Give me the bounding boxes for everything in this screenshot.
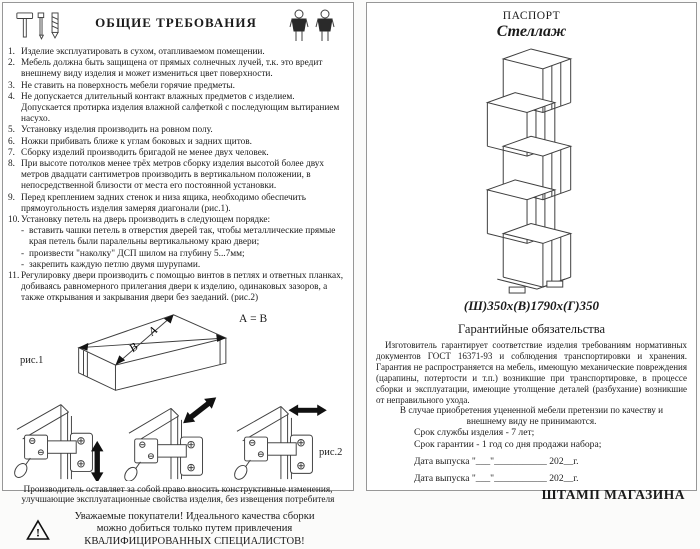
- discount-note: В случае приобретения уцененной мебели претензии по качеству и внешнему виду не принимаются.: [399, 405, 664, 427]
- product-name: Стеллаж: [496, 23, 567, 40]
- requirement-item: [8, 103, 350, 125]
- shop-stamp-label: ШТАМП МАГАЗИНА: [541, 487, 685, 503]
- item-marker: 8.: [8, 159, 15, 170]
- item-text: закрепить каждую петлю двумя шурупами.: [29, 259, 201, 270]
- warning-text: Уважаемые покупатели! Идеального качества сборки можно добиться только путем привлечения КВАЛИФИЦИРОВАННЫХ СПЕЦИАЛИСТОВ!: [74, 510, 315, 548]
- requirement-item: [8, 58, 350, 80]
- svg-text:!: !: [35, 525, 40, 540]
- item-marker: 10.: [8, 215, 20, 226]
- item-marker: 2.: [8, 58, 15, 69]
- item-text: Допускается протирка изделия влажной салфеткой с последующим вытиранием насухо.: [21, 103, 340, 125]
- diagonal-b-label: В: [126, 339, 141, 355]
- requirement-item: [8, 81, 350, 92]
- requirement-item: [8, 148, 350, 159]
- product-dimensions: (Ш)350х(В)1790х(Г)350: [463, 298, 600, 313]
- requirement-item: [8, 159, 350, 193]
- left-panel-title: ОБЩИЕ ТРЕБОВАНИЯ: [95, 15, 257, 30]
- item-marker: 3.: [8, 80, 15, 91]
- tools-icon: [15, 9, 65, 41]
- item-text: Установку изделия производить на ровном полу.: [21, 125, 213, 136]
- item-text: Регулировку двери производить с помощью винтов в петлях и ответных планках, добиваясь равномерного прилегания двери к изделию, одинаковых зазоров, а также открывания и закрывания двери без заеданий. (рис.2): [21, 271, 344, 304]
- hinge-figure-diagonal: [121, 395, 221, 481]
- requirement-item: [8, 47, 350, 58]
- item-text: При высоте потолков менее трёх метров сборку изделия высотой более двух метров двадцати сантиметров производить в вертикальном положении, в непосредственной близости от места его постоянной установки.: [21, 159, 325, 192]
- item-marker: -: [21, 259, 25, 270]
- item-marker: 4.: [8, 91, 15, 102]
- requirement-item: [8, 137, 350, 148]
- diagonal-equation: А = В: [239, 312, 268, 325]
- requirements-list: [3, 45, 353, 305]
- item-marker: 6.: [8, 136, 15, 147]
- passport-title: ПАСПОРТ: [502, 10, 561, 22]
- item-marker: 1.: [8, 47, 15, 57]
- warranty-text: Изготовитель гарантирует соответствие изделия требованиям нормативных документов ГОСТ 16371-93 и соблюдения транспортировки и хранения. Гарантия не распространяется на мебель, имеющую механические повреждения (царапины, потертости и т.п.) возникшие при транспортировке, в процессе сборки и эксплуатации, имеющие утолщение деталей (разбухание) возникшие от неправильного ухода.: [376, 340, 687, 405]
- item-text: Изделие эксплуатировать в сухом, отапливаемом помещении.: [21, 47, 265, 57]
- item-text: Ножки прибивать ближе к углам боковых и задних щитов.: [21, 136, 252, 147]
- item-text: Мебель должна быть защищена от прямых солнечных лучей, т.к. это вредит внешнему виду изделия и может измениться цвет поверхности.: [21, 58, 323, 80]
- passport-panel: [366, 2, 697, 503]
- shelf-unit-figure: [457, 45, 607, 295]
- figure-1-label: рис.1: [20, 354, 44, 366]
- warning-triangle-icon: [26, 519, 50, 541]
- assembly-box-figure: [55, 307, 235, 399]
- warranty-period-line: Срок гарантии - 1 год со дня продажи набора;: [414, 438, 602, 450]
- requirement-item: [21, 249, 350, 260]
- requirement-item: [21, 226, 350, 248]
- warranty-title: Гарантийные обязательства: [457, 322, 605, 336]
- figures-block: [3, 307, 353, 483]
- item-marker: -: [21, 226, 25, 237]
- requirement-item: [8, 215, 350, 226]
- assembly-warning: [3, 511, 353, 549]
- item-text: Установку петель на дверь производить в следующем порядке:: [21, 215, 271, 226]
- left-panel-header: [3, 3, 353, 45]
- figure-2-label: рис.2: [319, 446, 343, 458]
- issue-date-line-2: Дата выпуска "___"___________ 202__г.: [414, 473, 579, 485]
- item-text: Не ставить на поверхность мебели горячие предметы.: [21, 80, 235, 91]
- hinge-figure-horizontal: [229, 395, 329, 481]
- requirement-item: [8, 92, 350, 103]
- item-text: Перед креплением задних стенок и низа ящика, необходимо обеспечить прямоугольность изделия замеряя диагонали (рис.1).: [21, 192, 306, 214]
- item-marker: [8, 103, 21, 125]
- item-marker: -: [21, 248, 25, 259]
- item-marker: 11.: [8, 271, 20, 282]
- item-text: произвести "наколку" ДСП шилом на глубину 5...7мм;: [29, 248, 245, 259]
- requirement-item: [21, 260, 350, 271]
- requirement-item: [8, 271, 350, 305]
- service-life-line: Срок службы изделия - 7 лет;: [414, 427, 535, 439]
- diagonal-a-label: А: [146, 323, 160, 339]
- hinge-figure-vertical: [9, 395, 109, 481]
- producer-note: Производитель оставляет за собой право вносить конструктивные изменения, улучшающие эксплуатационные свойства изделия, без извещения потребителя: [21, 484, 335, 506]
- requirement-item: [8, 193, 350, 215]
- item-marker: 5.: [8, 125, 15, 136]
- requirement-item: [8, 125, 350, 136]
- general-requirements-panel: [2, 2, 354, 548]
- two-people-icon: [287, 9, 339, 43]
- item-text: Не допускается длительный контакт влажных предметов с изделием.: [21, 91, 295, 102]
- item-text: Сборку изделий производить бригадой не менее двух человек.: [21, 147, 269, 158]
- item-marker: 7.: [8, 147, 15, 158]
- issue-date-line-1: Дата выпуска "___"___________ 202__г.: [414, 456, 579, 468]
- item-marker: 9.: [8, 192, 15, 203]
- item-text: вставить чашки петель в отверстия дверей так, чтобы металлические прямые края петель были паралельны вертикальному краю двери;: [29, 226, 336, 248]
